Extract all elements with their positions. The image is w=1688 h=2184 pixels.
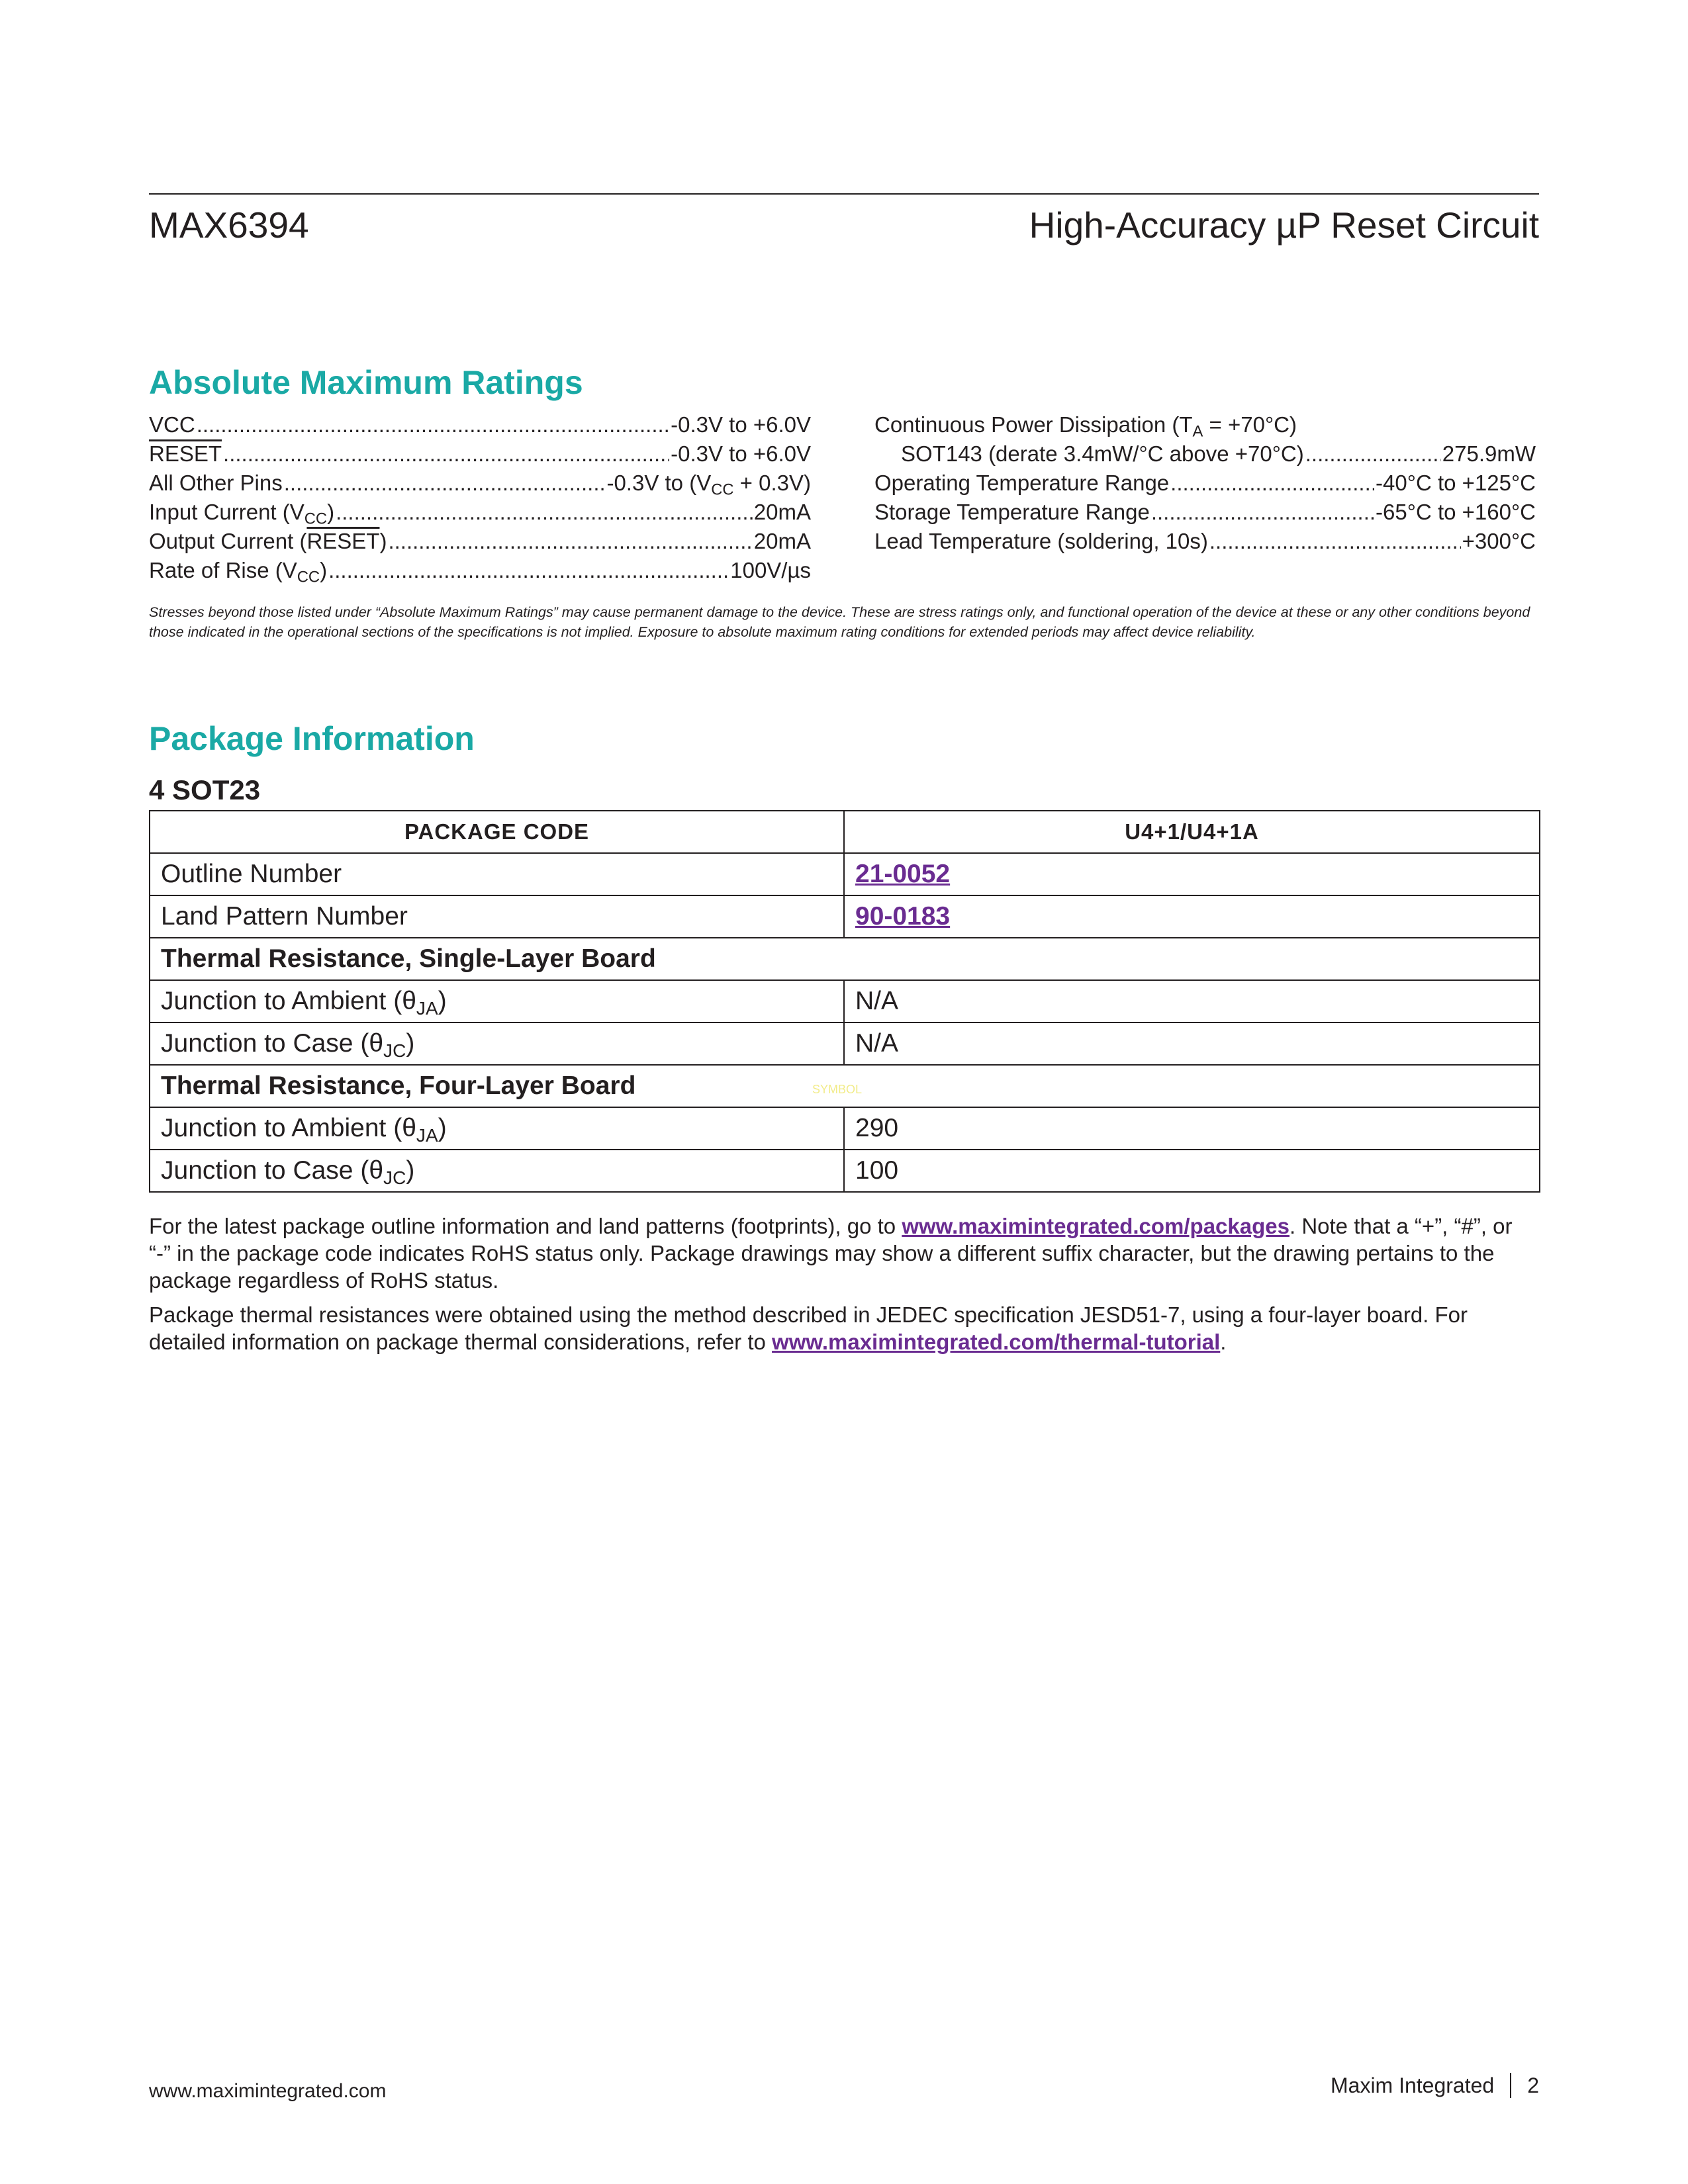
leader-dots (1209, 527, 1461, 556)
leader-dots (388, 527, 752, 556)
label-sub: JC (383, 1040, 406, 1061)
table-row (150, 1023, 1540, 1065)
land-cell (844, 895, 1540, 938)
table-header-row (150, 811, 1540, 853)
abs-max-title: Absolute Maximum Ratings (149, 364, 583, 401)
rating-row-output-current (149, 527, 811, 556)
value-part: + 0.3V) (733, 471, 811, 495)
single-ja-label (150, 980, 844, 1023)
leader-dots (197, 410, 669, 439)
note-text: . Note that a “+”, “#”, or “-” in the package code indicates RoHS status only. Package drawings may show a different suffix character, but the drawing pertains to the package regardless of RoHS status. (149, 1214, 1513, 1293)
rating-label (874, 410, 1297, 439)
outline-cell (844, 853, 1540, 895)
theta-symbol: θ (402, 987, 416, 1015)
leader-dots (1170, 469, 1374, 498)
rating-label: Operating Temperature Range (874, 471, 1170, 495)
watermark: SYMBOL (812, 1083, 863, 1096)
rating-row-rate-of-rise (149, 556, 811, 585)
ratings-right (874, 410, 1536, 556)
label-sub: CC (304, 510, 328, 528)
packages-link[interactable]: www.maximintegrated.com/packages (902, 1214, 1289, 1238)
rating-label: All Other Pins (149, 471, 283, 495)
footer-divider (1510, 2073, 1511, 2098)
label-part: Rate of Rise (V (149, 558, 297, 582)
table-row (150, 853, 1540, 895)
rating-row-other-pins (149, 469, 811, 498)
note-text: Package thermal resistances were obtained using the method described in JEDEC specification JESD51-7, using a four-layer board. For detailed information on package thermal considerations, refer to (149, 1302, 1468, 1354)
theta-symbol: θ (369, 1029, 384, 1058)
four-ja-label (150, 1107, 844, 1150)
footer-company: Maxim Integrated (1330, 2073, 1495, 2097)
table-row (150, 1107, 1540, 1150)
note-text: . (1220, 1330, 1227, 1354)
ratings-left (149, 410, 811, 585)
rating-label: VCC (149, 412, 195, 437)
table-row (150, 938, 1540, 980)
label-part: ) (438, 987, 447, 1015)
table-row (150, 1150, 1540, 1192)
leader-dots (223, 439, 669, 469)
leader-dots (336, 498, 753, 527)
rating-label: RESET (149, 441, 222, 466)
stress-note: Stresses beyond those listed under “Absolute Maximum Ratings” may cause permanent damage to the device. These are stress ratings only, and functional operation of the device at these or any other conditions beyond those indicated in the operational sections of the specifications is not implied. Exposure to absolute maximum rating conditions for extended periods may affect device reliability. (149, 604, 1530, 640)
package-info-title: Package Information (149, 720, 475, 757)
four-ja-value: 290 (844, 1107, 1540, 1150)
outline-label: Outline Number (150, 853, 844, 895)
rating-row-storage-temp (874, 498, 1536, 527)
theta-symbol: θ (402, 1114, 416, 1142)
leader-dots (328, 556, 729, 585)
label-part: Continuous Power Dissipation (T (874, 412, 1193, 437)
value-sub: CC (711, 480, 734, 499)
package-table (149, 810, 1540, 1193)
four-layer-title: Thermal Resistance, Four-Layer Board (161, 1071, 636, 1100)
label-part: = +70°C) (1203, 412, 1297, 437)
label-part: Input Current (V (149, 500, 305, 524)
header-code-value: U4+1/U4+1A (844, 811, 1540, 853)
four-jc-label (150, 1150, 844, 1192)
single-jc-value: N/A (844, 1023, 1540, 1065)
rating-value: -40°C to +125°C (1376, 471, 1536, 495)
land-pattern-link[interactable]: 90-0183 (855, 902, 951, 931)
label-part: ) (379, 529, 387, 553)
label-sub: A (1192, 422, 1203, 441)
rating-value (606, 469, 811, 498)
label-sub: CC (297, 568, 320, 586)
rating-row-input-current (149, 498, 811, 527)
label-sub: JC (383, 1167, 406, 1188)
note-text: For the latest package outline information and land patterns (footprints), go to (149, 1214, 902, 1238)
land-label: Land Pattern Number (150, 895, 844, 938)
thermal-tutorial-link[interactable]: www.maximintegrated.com/thermal-tutorial (772, 1330, 1221, 1354)
rating-label: SOT143 (derate 3.4mW/°C above +70°C) (901, 441, 1304, 466)
label-sub: JA (416, 997, 438, 1019)
rating-row-vcc (149, 410, 811, 439)
package-subtitle: 4 SOT23 (149, 774, 261, 805)
four-layer-heading (150, 1065, 1540, 1107)
theta-symbol: θ (369, 1156, 384, 1185)
rating-row-operating-temp (874, 469, 1536, 498)
rating-value: -65°C to +160°C (1376, 500, 1536, 524)
rating-value: +300°C (1462, 529, 1536, 553)
table-row (150, 895, 1540, 938)
label-part: ) (320, 558, 328, 582)
leader-dots (1305, 439, 1441, 469)
four-jc-value: 100 (844, 1150, 1540, 1192)
page-title: High-Accuracy µP Reset Circuit (1029, 205, 1539, 246)
thermal-note (149, 1301, 1539, 1355)
rating-label (149, 556, 327, 585)
table-row (150, 1065, 1540, 1107)
header-package-code: PACKAGE CODE (150, 811, 844, 853)
rating-label: Lead Temperature (soldering, 10s) (874, 529, 1208, 553)
value-part: -0.3V to (V (606, 471, 712, 495)
table-row (150, 980, 1540, 1023)
rating-row-lead-temp (874, 527, 1536, 556)
footer-url: www.maximintegrated.com (149, 2080, 387, 2102)
label-part: ) (327, 500, 335, 524)
part-number: MAX6394 (149, 205, 309, 246)
label-part: Junction to Case ( (161, 1029, 369, 1058)
label-sub: JA (416, 1124, 438, 1146)
page-number: 2 (1527, 2073, 1539, 2097)
rating-value: 20mA (753, 529, 811, 553)
outline-number-link[interactable]: 21-0052 (855, 860, 951, 888)
header-rule (149, 193, 1539, 195)
label-part: Junction to Ambient ( (161, 987, 402, 1015)
label-part: Output Current ( (149, 529, 307, 553)
label-part: Junction to Case ( (161, 1156, 369, 1185)
package-note (149, 1212, 1539, 1294)
leader-dots (284, 469, 606, 498)
rating-row-sot143 (874, 439, 1536, 469)
single-ja-value: N/A (844, 980, 1540, 1023)
rating-value: 20mA (753, 500, 811, 524)
label-part: Junction to Ambient ( (161, 1114, 402, 1142)
rating-label: Storage Temperature Range (874, 500, 1150, 524)
rating-row-power-dissipation (874, 410, 1536, 439)
leader-dots (1151, 498, 1374, 527)
rating-label (149, 527, 387, 556)
rating-value: -0.3V to +6.0V (671, 441, 811, 466)
label-part: ) (406, 1029, 415, 1058)
rating-label (149, 498, 334, 527)
single-layer-heading: Thermal Resistance, Single-Layer Board (150, 938, 1540, 980)
single-jc-label (150, 1023, 844, 1065)
rating-value: 275.9mW (1442, 441, 1536, 466)
rating-value: -0.3V to +6.0V (671, 412, 811, 437)
footer-company-page (1331, 2073, 1539, 2098)
label-overline: RESET (306, 529, 380, 553)
label-part: ) (438, 1114, 447, 1142)
rating-row-reset (149, 439, 811, 469)
rating-value: 100V/µs (730, 558, 811, 582)
label-part: ) (406, 1156, 415, 1185)
